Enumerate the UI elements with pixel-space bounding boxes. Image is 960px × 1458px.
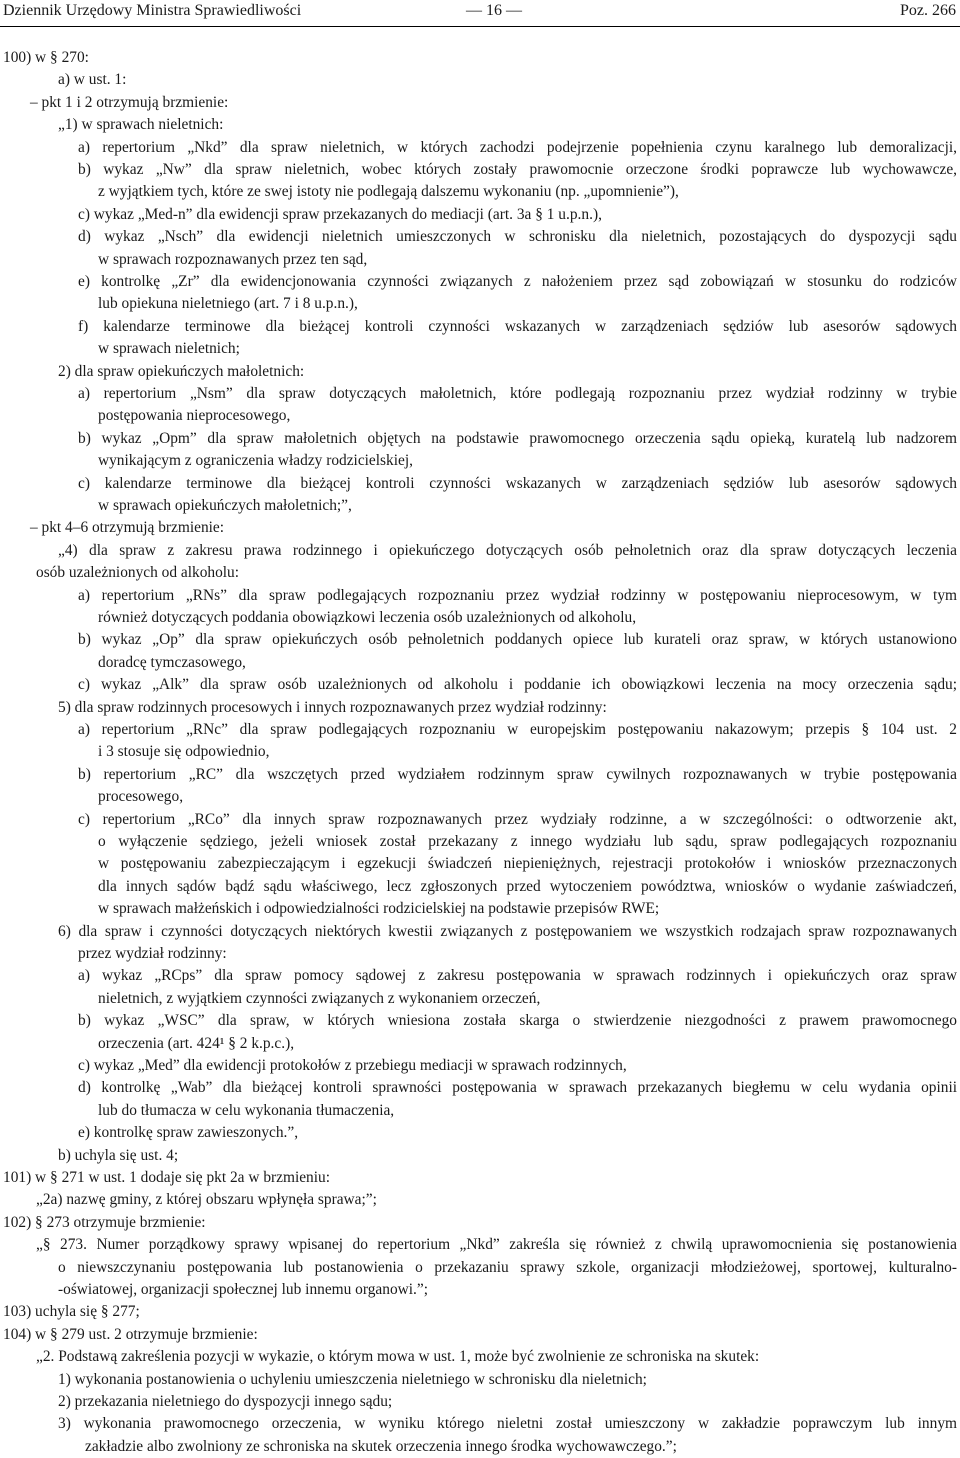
text-line: b) wykaz „WSC” dla spraw, w których wniesiona została skarga o stwierdzenie niezgodności z prawem prawomocnego xyxy=(78,1012,957,1029)
text-line: „1) w sprawach nieletnich: xyxy=(58,116,224,133)
text-line: c) kalendarze terminowe dla bieżącej kontroli czynności wskazanych w zarządzeniach sędziów lub asesorów sądowych xyxy=(78,475,957,492)
journal-title: Dziennik Urzędowy Ministra Sprawiedliwości xyxy=(3,2,302,19)
text-line: w sprawach nieletnich; xyxy=(98,340,240,357)
text-line: c) repertorium „RCo” dla innych spraw rozpoznawanych przez wydziały rodzinne, a w szczególności: o odtworzenie akt, xyxy=(78,811,957,828)
text-line: d) wykaz „Nsch” dla ewidencji nieletnich umieszczonych w schronisku dla nieletnich, pozostających do dyspozycji sądu xyxy=(78,228,957,245)
text-line: c) wykaz „Alk” dla spraw osób uzależnionych od alkoholu i poddanie ich obowiązkowi leczenia na mocy orzeczenia sądu; xyxy=(78,676,957,693)
text-line: c) wykaz „Med” dla ewidencji protokołów z przebiegu mediacji w sprawach rodzinnych, xyxy=(78,1057,627,1074)
text-line: wynikającym z ograniczenia władzy rodzicielskiej, xyxy=(98,452,413,469)
text-line: b) wykaz „Op” dla spraw opiekuńczych osób pełnoletnich poddanych opiece lub kurateli oraz spraw, w których ustanowiono xyxy=(78,631,957,648)
text-line: a) repertorium „RNs” dla spraw podlegających rozpoznaniu przez wydział rodzinny w postępowaniu nieprocesowym, w tym xyxy=(78,587,957,604)
text-line: nieletnich, z wyjątkiem czynności związanych z wykonaniem orzeczeń, xyxy=(98,990,541,1007)
text-line: w sprawach opiekuńczych małoletnich;”, xyxy=(98,497,352,514)
text-line: w sprawach rozpoznawanych przez ten sąd, xyxy=(98,251,368,268)
text-line: 101) w § 271 w ust. 1 dodaje się pkt 2a w brzmieniu: xyxy=(3,1169,330,1186)
text-line: doradcę tymczasowego, xyxy=(98,654,246,671)
text-line: d) kontrolkę „Wab” dla bieżącej kontroli sprawności postępowania w sprawach przekazanych biegłemu w celu wydania opinii xyxy=(78,1079,957,1096)
text-line: 6) dla spraw i czynności dotyczących niektórych kwestii związanych z postępowaniem we wszystkich rodzajach spraw rozpoznawanych xyxy=(58,923,957,940)
page-header xyxy=(0,0,960,27)
text-line: – pkt 4–6 otrzymują brzmienie: xyxy=(30,519,225,536)
text-line: a) wykaz „RCps” dla spraw pomocy sądowej z zakresu postępowania w sprawach rodzinnych i opiekuńczych oraz spraw xyxy=(78,967,957,984)
text-line: 2) dla spraw opiekuńczych małoletnich: xyxy=(58,363,305,380)
text-line: „2. Podstawą zakreślenia pozycji w wykazie, o którym mowa w ust. 1, może być zwolnienie ze schroniska na skutek: xyxy=(36,1348,760,1365)
text-line: o niewszczynaniu postępowania lub postanowienia o przekazaniu sprawy szkole, organizacji młodzieżowej, sportowej, kulturalno- xyxy=(58,1259,957,1276)
text-line: b) repertorium „RC” dla wszczętych przed wydziałem rodzinnym spraw cywilnych rozpoznawanych w trybie postępowania xyxy=(78,766,957,783)
text-line: – pkt 1 i 2 otrzymują brzmienie: xyxy=(30,94,229,111)
text-line: a) repertorium „RNc” dla spraw podlegających rozpoznaniu w europejskim postępowaniu nakazowym; przepis § 104 ust. 2 xyxy=(78,721,957,738)
text-line: a) w ust. 1: xyxy=(58,71,127,88)
text-line: w postępowaniu zabezpieczającym i egzekucji świadczeń niepieniężnych, rejestracji protokołów i wniosków przeznaczonych xyxy=(98,855,957,872)
text-line: 5) dla spraw rodzinnych procesowych i innych rozpoznawanych przez wydział rodzinny: xyxy=(58,699,607,716)
text-line: z wyjątkiem tych, które ze swej istoty nie podlegają dalszemu wykonaniu (np. „upomnienie”), xyxy=(98,183,679,200)
text-line: również dotyczących poddania obowiązkowi leczenia osób uzależnionych od alkoholu, xyxy=(98,609,637,626)
text-line: -oświatowej, organizacji społecznej lub innemu organowi.”; xyxy=(58,1281,428,1298)
text-line: 1) wykonania postanowienia o uchyleniu umieszczenia nieletniego w schronisku dla nieletnich; xyxy=(58,1371,647,1388)
text-line: e) kontrolkę spraw zawieszonych.”, xyxy=(78,1124,299,1141)
text-line: osób uzależnionych od alkoholu: xyxy=(36,564,240,581)
text-line: „2a) nazwę gminy, z której obszaru wpłynęła sprawa;”; xyxy=(36,1191,377,1208)
text-line: 103) uchyla się § 277; xyxy=(3,1303,140,1320)
text-line: e) kontrolkę „Zr” dla ewidencjonowania czynności związanych z nałożeniem przez sąd zobowiązań w stosunku do rodziców xyxy=(78,273,957,290)
text-line: b) uchyla się ust. 4; xyxy=(58,1147,179,1164)
text-line: orzeczenia (art. 424¹ § 2 k.p.c.), xyxy=(98,1035,295,1052)
position-number: Poz. 266 xyxy=(900,2,956,19)
text-line: f) kalendarze terminowe dla bieżącej kontroli czynności wskazanych w zarządzeniach sędziów lub asesorów sądowych xyxy=(78,318,957,335)
text-line: 102) § 273 otrzymuje brzmienie: xyxy=(3,1214,206,1231)
text-line: 104) w § 279 ust. 2 otrzymuje brzmienie: xyxy=(3,1326,258,1343)
text-line: procesowego, xyxy=(98,788,184,805)
text-line: c) wykaz „Med-n” dla ewidencji spraw przekazanych do mediacji (art. 3a § 1 u.p.n.), xyxy=(78,206,602,223)
text-line: a) repertorium „Nsm” dla spraw dotyczących małoletnich, które podlegają rozpoznaniu przez wydział rodzinny w trybie xyxy=(78,385,957,402)
text-line: 3) wykonania prawomocnego orzeczenia, w wyniku którego nieletni został umieszczony w zakładzie poprawczym lub innym xyxy=(58,1415,957,1432)
text-line: lub do tłumacza w celu wykonania tłumaczenia, xyxy=(98,1102,395,1119)
text-line: b) wykaz „Opm” dla spraw małoletnich objętych na podstawie prawomocnego orzeczenia sądu opieką, kuratelą lub nadzorem xyxy=(78,430,957,447)
text-line: „4) dla spraw z zakresu prawa rodzinnego i opiekuńczego dotyczących osób pełnoletnich oraz dla spraw dotyczących leczenia xyxy=(58,542,957,559)
text-line: 100) w § 270: xyxy=(3,49,89,66)
page-number: — 16 — xyxy=(466,2,522,19)
text-line: 2) przekazania nieletniego do dyspozycji innego sądu; xyxy=(58,1393,393,1410)
text-line: lub opiekuna nieletniego (art. 7 i 8 u.p.n.), xyxy=(98,295,358,312)
text-line: przez wydział rodzinny: xyxy=(78,945,227,962)
text-line: w sprawach małżeńskich i odpowiedzialności rodzicielskiej na podstawie przepisów RWE; xyxy=(98,900,660,917)
text-line: dla innych sądów bądź sądu właściwego, lecz zgłoszonych przed wytoczeniem powództwa, wniosków o wydanie zaświadczeń, xyxy=(98,878,957,895)
text-line: „§ 273. Numer porządkowy sprawy wpisanej do repertorium „Nkd” zakreśla się również z chwilą uprawomocnienia się postanowienia xyxy=(36,1236,957,1253)
text-line: i 3 stosuje się odpowiednio, xyxy=(98,743,270,760)
text-line: postępowania nieprocesowego, xyxy=(98,407,291,424)
text-line: a) repertorium „Nkd” dla spraw nieletnich, w których zachodzi podejrzenie popełnienia czynu karalnego lub demoralizacji, xyxy=(78,139,957,156)
text-line: o wyłączenie sędziego, jeżeli wniosek został przekazany z innego wydziału lub sądu, spraw podlegających rozpoznaniu xyxy=(98,833,957,850)
text-line: b) wykaz „Nw” dla spraw nieletnich, wobec których zostały prawomocnie orzeczone środki poprawcze lub wychowawcze, xyxy=(78,161,957,178)
text-line: zakładzie albo zwolniony ze schroniska na skutek orzeczenia innego środka wychowawczego.”; xyxy=(85,1438,677,1455)
